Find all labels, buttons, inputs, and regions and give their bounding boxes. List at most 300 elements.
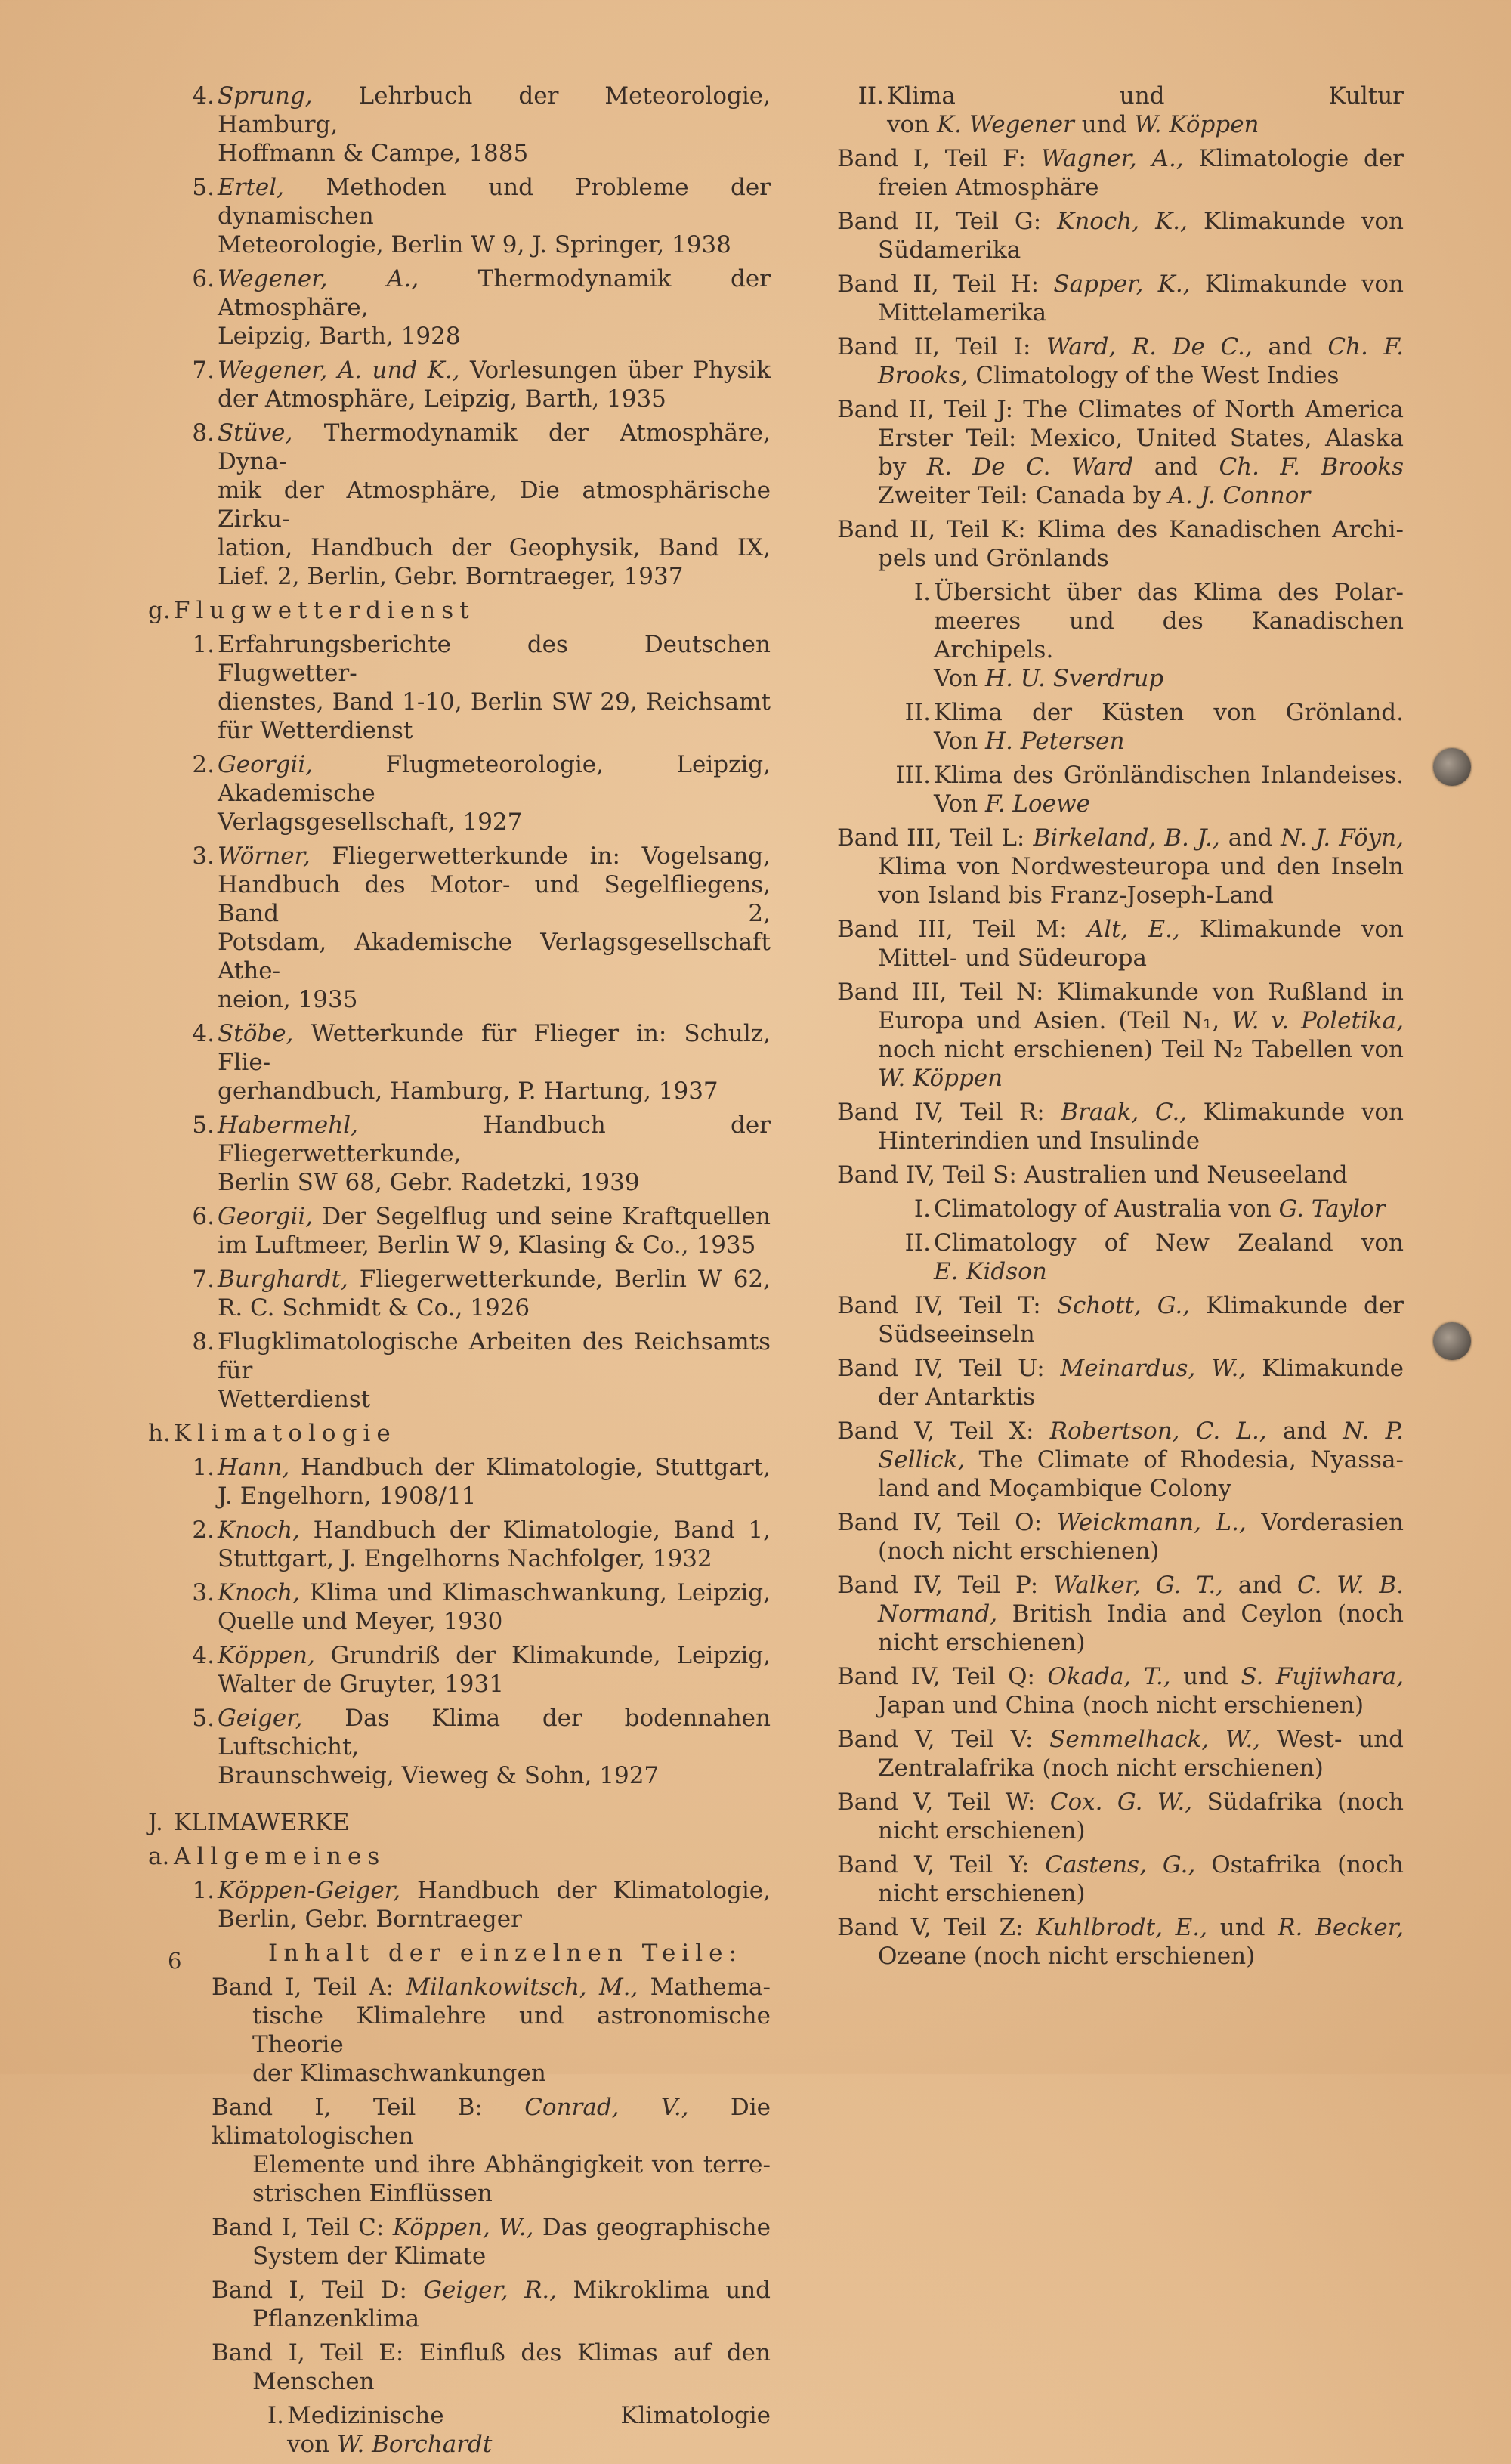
entry-text: Band III, Teil M: [837, 916, 1087, 943]
entry-text: der Klimaschwankungen [252, 2060, 546, 2087]
entry-text: Leipzig, Barth, 1928 [218, 323, 461, 350]
entry-text: Band IV, Teil U: [837, 1355, 1061, 1382]
entry-line [878, 1628, 1404, 1657]
entry-line [218, 716, 771, 745]
entry-text: von [887, 111, 937, 138]
entry-author: R. De C. Ward [926, 453, 1134, 481]
entry-text: nicht erschienen) [878, 1880, 1086, 1907]
entry-line [878, 361, 1404, 390]
entry-text: Climatology of Australia von [934, 1195, 1279, 1223]
entry-line [218, 630, 771, 688]
entry-text: lation, Handbuch der Geophysik, Band IX, [218, 534, 771, 561]
bibliography-entry [174, 1973, 771, 2088]
entry-text: Band IV, Teil S: Australien und Neuseeland [837, 1161, 1348, 1189]
bibliography-entry [174, 1019, 771, 1105]
entry-line [934, 727, 1404, 756]
entry-line [878, 424, 1404, 453]
entry-author: W. Köppen [878, 1065, 1003, 1092]
punch-hole-lower [1433, 1322, 1471, 1360]
entry-line [934, 1257, 1404, 1286]
entry-text: Von [934, 665, 986, 692]
section-label: a. [148, 1843, 170, 1870]
entry-line [878, 1127, 1404, 1155]
entry-line [878, 1754, 1404, 1782]
entry-text: Von [934, 790, 986, 818]
entry-line [218, 808, 771, 836]
entry-number: 1. [192, 631, 215, 658]
entry-author: Ch. F. [1327, 333, 1404, 360]
entry-text: Thermodynamik der Atmosphäre, [218, 265, 771, 321]
entry-line [218, 1077, 771, 1105]
entry-text: Europa und Asien. (Teil N₁, [878, 1007, 1232, 1034]
entry-line [878, 1537, 1404, 1566]
entry-text: and [1223, 1572, 1297, 1599]
entry-line [212, 1973, 771, 2002]
entry-text: Die klimatologischen [212, 2094, 771, 2150]
entry-line [837, 1913, 1404, 1942]
entry-author: Semmelhack, W., [1049, 1726, 1261, 1753]
entry-author: Geiger, [218, 1705, 303, 1732]
entry-author: Köppen-Geiger, [218, 1877, 400, 1904]
bibliography-entry [174, 630, 771, 745]
right-column [837, 82, 1404, 1976]
entry-text: noch nicht erschienen) Teil N₂ Tabellen von [878, 1036, 1404, 1063]
entry-line [218, 1641, 771, 1670]
entry-line [218, 1670, 771, 1699]
entry-text: Klimakunde [1246, 1355, 1404, 1382]
entry-line [252, 2305, 771, 2333]
entry-text: Handbuch der Fliegerwetterkunde, [218, 1111, 771, 1167]
entry-line [212, 2339, 771, 2367]
entry-text: neion, 1935 [218, 986, 358, 1013]
entry-author: E. Kidson [934, 1258, 1047, 1285]
entry-text: und [1207, 1914, 1278, 1941]
entry-text: Klimakunde der [1190, 1292, 1404, 1319]
entry-text: Fliegerwetterkunde in: Vogelsang, [310, 842, 771, 870]
entry-text: tische Klimalehre und astronomische Theorie [252, 2002, 771, 2058]
bibliography-entry [174, 1516, 771, 1573]
entry-line [878, 173, 1404, 202]
bibliography-entry [174, 2401, 771, 2459]
entry-text: Band I, Teil E: Einfluß des Klimas auf den [212, 2339, 771, 2367]
entry-text: Wetterkunde für Flieger in: Schulz, Flie- [218, 1020, 771, 1076]
entry-line [887, 82, 1404, 110]
entry-text: im Luftmeer, Berlin W 9, Klasing & Co., 1935 [218, 1232, 756, 1259]
entry-number: 2. [192, 1516, 215, 1544]
entry-text: für Wetterdienst [218, 717, 413, 744]
entry-line [837, 1161, 1404, 1189]
entry-number: 1. [192, 1454, 215, 1481]
entry-text: Zweiter Teil: Canada by [878, 482, 1169, 509]
punch-hole-upper [1433, 748, 1471, 786]
entry-author: W. v. Poletika, [1231, 1007, 1404, 1034]
section-title: Flugwetterdienst [174, 597, 475, 624]
entry-text: Hoffmann & Campe, 1885 [218, 140, 529, 167]
entry-text: gerhandbuch, Hamburg, P. Hartung, 1937 [218, 1077, 718, 1105]
entry-author: Weickmann, L., [1056, 1509, 1247, 1536]
entry-text: Band IV, Teil T: [837, 1292, 1057, 1319]
bibliography-entry [837, 824, 1404, 910]
entry-line [837, 915, 1404, 944]
entry-line [252, 2242, 771, 2271]
entry-number: I. [267, 2402, 284, 2429]
entry-number: II. [904, 1229, 931, 1257]
entry-text: Übersicht über das Klima des Polar- [934, 579, 1404, 606]
entry-text: Handbuch der Klimatologie, Band 1, [299, 1516, 771, 1544]
entry-text: Zentralafrika (noch nicht erschienen) [878, 1754, 1324, 1782]
bibliography-entry [837, 915, 1404, 972]
section-title: Allgemeines [174, 1843, 386, 1870]
bibliography-entry [174, 1453, 771, 1510]
entry-author: Knoch, [218, 1579, 300, 1606]
bibliography-entry [837, 144, 1404, 202]
entry-text: von [287, 2431, 337, 2458]
bibliography-entry [174, 1641, 771, 1699]
entry-author: Sellick, [878, 1446, 966, 1473]
entry-text: Climatology of New Zealand von [934, 1229, 1404, 1257]
entry-author: F. Loewe [985, 790, 1090, 818]
entry-number: 5. [192, 174, 215, 201]
entry-line [218, 356, 771, 385]
entry-author: N. J. Föyn, [1281, 824, 1404, 852]
bibliography-entry [174, 419, 771, 591]
entry-line [837, 207, 1404, 236]
entry-line [837, 1508, 1404, 1537]
entry-text: Vorderasien [1246, 1509, 1404, 1536]
section-title: Klimatologie [174, 1420, 397, 1447]
entry-text: Walter de Gruyter, 1931 [218, 1671, 504, 1698]
entry-text: Band V, Teil V: [837, 1726, 1050, 1753]
entry-text: Mathema- [638, 1974, 771, 2001]
entry-number: 8. [192, 419, 215, 447]
entry-text: Band IV, Teil P: [837, 1572, 1054, 1599]
entry-text: Klimakunde von [1188, 208, 1404, 235]
entry-author: Ch. F. Brooks [1219, 453, 1404, 481]
entry-author: Stüve, [218, 419, 293, 447]
entry-line [878, 1816, 1404, 1845]
entry-line [218, 139, 771, 168]
entry-number: 4. [192, 82, 215, 110]
entry-text: by [878, 453, 927, 481]
entry-author: N. P. [1343, 1417, 1404, 1445]
entry-author: H. Petersen [985, 728, 1125, 755]
entry-text: Band II, Teil I: [837, 333, 1047, 360]
entry-number: 6. [192, 265, 215, 292]
entry-text: Band III, Teil N: Klimakunde von Rußland in [837, 978, 1404, 1006]
entry-line [252, 2002, 771, 2059]
entry-line [212, 2276, 771, 2305]
entry-text: pels und Grönlands [878, 545, 1109, 572]
entry-line [218, 842, 771, 870]
bibliography-entry [174, 1202, 771, 1260]
entry-text: Band III, Teil L: [837, 824, 1034, 852]
bibliography-entry [837, 1571, 1404, 1657]
entry-author: Braak, C., [1061, 1099, 1188, 1126]
entry-text: The Climate of Rhodesia, Nyassa- [965, 1446, 1404, 1473]
bibliography-entry [837, 1195, 1404, 1223]
entry-author: Georgii, [218, 751, 314, 778]
entry-line [218, 1168, 771, 1197]
entry-text: Japan und China (noch nicht erschienen) [878, 1692, 1364, 1719]
entry-author: K. Wegener [937, 111, 1074, 138]
bibliography-entry [174, 750, 771, 836]
entry-line [287, 2430, 771, 2459]
entry-text: Lehrbuch der Meteorologie, Hamburg, [218, 82, 771, 138]
entry-text: Quelle und Meyer, 1930 [218, 1608, 503, 1635]
entry-line [837, 144, 1404, 173]
entry-text: Klimatologie der [1183, 145, 1404, 172]
entry-line [934, 1229, 1404, 1257]
entry-text: Erfahrungsberichte des Deutschen Flugwetter- [218, 631, 771, 687]
bibliography-entry [837, 1291, 1404, 1349]
entry-text: and [1252, 333, 1328, 360]
entry-text: Flugklimatologische Arbeiten des Reichsamts für [218, 1328, 771, 1384]
entry-text: West- und [1260, 1726, 1404, 1753]
entry-number: 8. [192, 1328, 215, 1356]
entry-text: Braunschweig, Vieweg & Sohn, 1927 [218, 1762, 660, 1789]
entry-text: Ozeane (noch nicht erschienen) [878, 1943, 1256, 1970]
entry-text: Elemente und ihre Abhängigkeit von terre- [252, 2151, 771, 2178]
entry-text: Handbuch des Motor- und Segelfliegens, Band 2, [218, 871, 771, 927]
entry-line [218, 1111, 771, 1168]
entry-author: Sapper, K., [1053, 271, 1191, 298]
section-heading [148, 1808, 771, 1837]
entry-line [218, 1761, 771, 1790]
entry-line [837, 1417, 1404, 1445]
bibliography-entry [174, 2213, 771, 2271]
entry-line [218, 1328, 771, 1385]
entry-line [218, 928, 771, 985]
entry-text: Verlagsgesellschaft, 1927 [218, 808, 523, 836]
entry-line [837, 1662, 1404, 1691]
entry-line [837, 1788, 1404, 1816]
entry-line [218, 230, 771, 259]
entry-number: II. [857, 82, 884, 110]
entry-text: System der Klimate [252, 2243, 487, 2270]
entry-text: Das geographische [533, 2214, 771, 2241]
entry-line [218, 1876, 771, 1905]
entry-line [878, 852, 1404, 881]
entry-line [878, 1064, 1404, 1093]
entry-text: Mikroklima und [557, 2277, 771, 2304]
bibliography-entry [174, 82, 771, 168]
bibliography-entry [174, 2093, 771, 2208]
entry-line [878, 1006, 1404, 1035]
entry-line [218, 1607, 771, 1636]
entry-line [837, 270, 1404, 298]
entry-number: 7. [192, 357, 215, 384]
entry-line [837, 1725, 1404, 1754]
entry-text: Band V, Teil Y: [837, 1851, 1046, 1878]
entry-line [878, 453, 1404, 481]
entry-text: Vorlesungen über Physik [459, 357, 771, 384]
entry-text: Wetterdienst [218, 1386, 371, 1413]
entry-author: Georgii, [218, 1203, 314, 1230]
entry-line [837, 1098, 1404, 1127]
entry-author: Hann, [218, 1454, 290, 1481]
entry-line [218, 1385, 771, 1414]
entry-text: Pflanzenklima [252, 2305, 420, 2333]
entry-number: II. [904, 699, 931, 726]
entry-line [252, 2150, 771, 2179]
section-label: g. [148, 597, 171, 624]
entry-author: Milankowitsch, M., [406, 1974, 638, 2001]
bibliography-entry [837, 1788, 1404, 1845]
entry-line [934, 578, 1404, 607]
entry-line [878, 1879, 1404, 1908]
entry-line [837, 978, 1404, 1006]
entry-text: Band II, Teil G: [837, 208, 1058, 235]
entry-line [837, 824, 1404, 852]
entry-text: Band IV, Teil R: [837, 1099, 1061, 1126]
entry-text: Band I, Teil A: [212, 1974, 406, 2001]
bibliography-entry [837, 1354, 1404, 1411]
entry-line [252, 2059, 771, 2088]
entry-text: Klima und Klimaschwankung, Leipzig, [299, 1579, 771, 1606]
entry-text: Mittelamerika [878, 299, 1047, 326]
page-number: 6 [168, 1948, 182, 1974]
entry-number: 1. [192, 1877, 215, 1904]
entry-text: R. C. Schmidt & Co., 1926 [218, 1294, 530, 1322]
entry-text: Band V, Teil Z: [837, 1914, 1037, 1941]
entry-author: Kuhlbrodt, E., [1036, 1914, 1208, 1941]
entry-author: Birkeland, B. J., [1033, 824, 1220, 852]
entry-number: 2. [192, 751, 215, 778]
bibliography-entry [837, 1662, 1404, 1720]
bibliography-entry [174, 1111, 771, 1197]
bibliography-entry [174, 1265, 771, 1322]
entry-line [218, 322, 771, 351]
entry-line [218, 1453, 771, 1482]
bibliography-entry [837, 1913, 1404, 1971]
entry-line [934, 790, 1404, 818]
entry-text: Menschen [252, 2368, 375, 2395]
entry-line [218, 1544, 771, 1573]
bibliography-entry [174, 1876, 771, 1934]
entry-text: mik der Atmosphäre, Die atmosphärische Zirku- [218, 477, 771, 533]
entry-text: und [1074, 111, 1135, 138]
entry-text: Band V, Teil W: [837, 1788, 1050, 1816]
entry-author: H. U. Sverdrup [985, 665, 1164, 692]
section-heading [148, 596, 771, 625]
entry-line [837, 1571, 1404, 1600]
bibliography-entry [837, 978, 1404, 1093]
entry-line [837, 515, 1404, 544]
entry-text: Flugmeteorologie, Leipzig, Akademische [218, 751, 771, 807]
entry-line [218, 1202, 771, 1231]
entry-author: A. J. Connor [1168, 482, 1311, 509]
entry-author: Alt, E., [1086, 916, 1180, 943]
entry-number: III. [895, 762, 931, 789]
entry-line [934, 761, 1404, 790]
entry-author: Wegener, A. und K., [218, 357, 460, 384]
bibliography-entry [837, 761, 1404, 818]
entry-author: Köppen, [218, 1642, 315, 1669]
entry-author: G. Taylor [1278, 1195, 1386, 1223]
entry-line [878, 1691, 1404, 1720]
entry-author: Knoch, K., [1057, 208, 1188, 235]
entry-author: Wörner, [218, 842, 311, 870]
entry-line [837, 1291, 1404, 1320]
entry-line [212, 2213, 771, 2242]
entry-line [218, 419, 771, 476]
entry-text: Band II, Teil J: The Climates of North America [837, 396, 1404, 423]
entry-text: Ostafrika (noch [1195, 1851, 1404, 1878]
entry-text: Mittel- und Südeuropa [878, 944, 1147, 972]
entry-author: Schott, G., [1056, 1292, 1191, 1319]
entry-line [934, 1195, 1404, 1223]
entry-author: Brooks, [878, 362, 969, 389]
entry-number: 4. [192, 1020, 215, 1047]
entry-author: W. Köppen [1134, 111, 1259, 138]
entry-line [218, 1265, 771, 1294]
section-title: KLIMAWERKE [174, 1809, 350, 1836]
entry-text: Band I, Teil C: [212, 2214, 393, 2241]
entry-line [218, 985, 771, 1014]
entry-text: nicht erschienen) [878, 1817, 1086, 1844]
bibliography-entry [174, 2276, 771, 2333]
entry-text: Klima der Küsten von Grönland. [934, 699, 1404, 726]
entry-text: Klima des Grönländischen Inlandeises. [934, 762, 1404, 789]
entry-text: meeres und des Kanadischen Archipels. [934, 607, 1404, 663]
entry-text: Klimakunde von [1187, 1099, 1404, 1126]
bibliography-entry [174, 842, 771, 1014]
entry-text: dienstes, Band 1-10, Berlin SW 29, Reichsamt [218, 688, 771, 716]
entry-number: I. [913, 1195, 931, 1223]
entry-text: Band V, Teil X: [837, 1417, 1050, 1445]
entry-text: Südamerika [878, 237, 1021, 264]
bibliography-entry [174, 264, 771, 351]
entry-line [837, 395, 1404, 424]
entry-line [218, 533, 771, 562]
entry-text: Meteorologie, Berlin W 9, J. Springer, 1938 [218, 231, 731, 258]
entry-line [878, 544, 1404, 573]
entry-line [218, 870, 771, 928]
entry-number: 5. [192, 1705, 215, 1732]
entry-text: British India and Ceylon (noch [997, 1600, 1404, 1628]
entry-line [878, 1600, 1404, 1628]
entry-author: Cox. G. W., [1049, 1788, 1193, 1816]
entry-text: Potsdam, Akademische Verlagsgesellschaft Athe- [218, 929, 771, 985]
left-column [148, 82, 771, 2464]
entry-line [218, 82, 771, 139]
entry-author: Habermehl, [218, 1111, 358, 1139]
entry-text: Südseeinseln [878, 1321, 1035, 1348]
entry-line [287, 2401, 771, 2430]
entry-author: Conrad, V., [524, 2094, 689, 2121]
entry-text: Band I, Teil B: [212, 2094, 525, 2121]
entry-text: and [1219, 824, 1281, 852]
entry-line [934, 664, 1404, 693]
entry-line [218, 1482, 771, 1510]
entry-text: Lief. 2, Berlin, Gebr. Borntraeger, 1937 [218, 563, 684, 590]
entry-text: Von [934, 728, 986, 755]
bibliography-entry [174, 173, 771, 259]
entry-text: strischen Einflüssen [252, 2180, 493, 2207]
entry-author: Normand, [878, 1600, 998, 1628]
entry-line [878, 944, 1404, 972]
entry-author: W. Borchardt [337, 2431, 493, 2458]
entry-text: Der Segelflug und seine Kraftquellen [313, 1203, 771, 1230]
entry-author: Wegener, A., [218, 265, 419, 292]
section-heading [148, 1842, 771, 1871]
entry-number: 7. [192, 1266, 215, 1293]
bibliography-entry [174, 1328, 771, 1414]
entry-text: nicht erschienen) [878, 1629, 1086, 1656]
bibliography-entry [837, 698, 1404, 756]
entry-text: J. Engelhorn, 1908/11 [218, 1482, 477, 1510]
entry-text: Das Klima der bodennahen Luftschicht, [218, 1705, 771, 1761]
